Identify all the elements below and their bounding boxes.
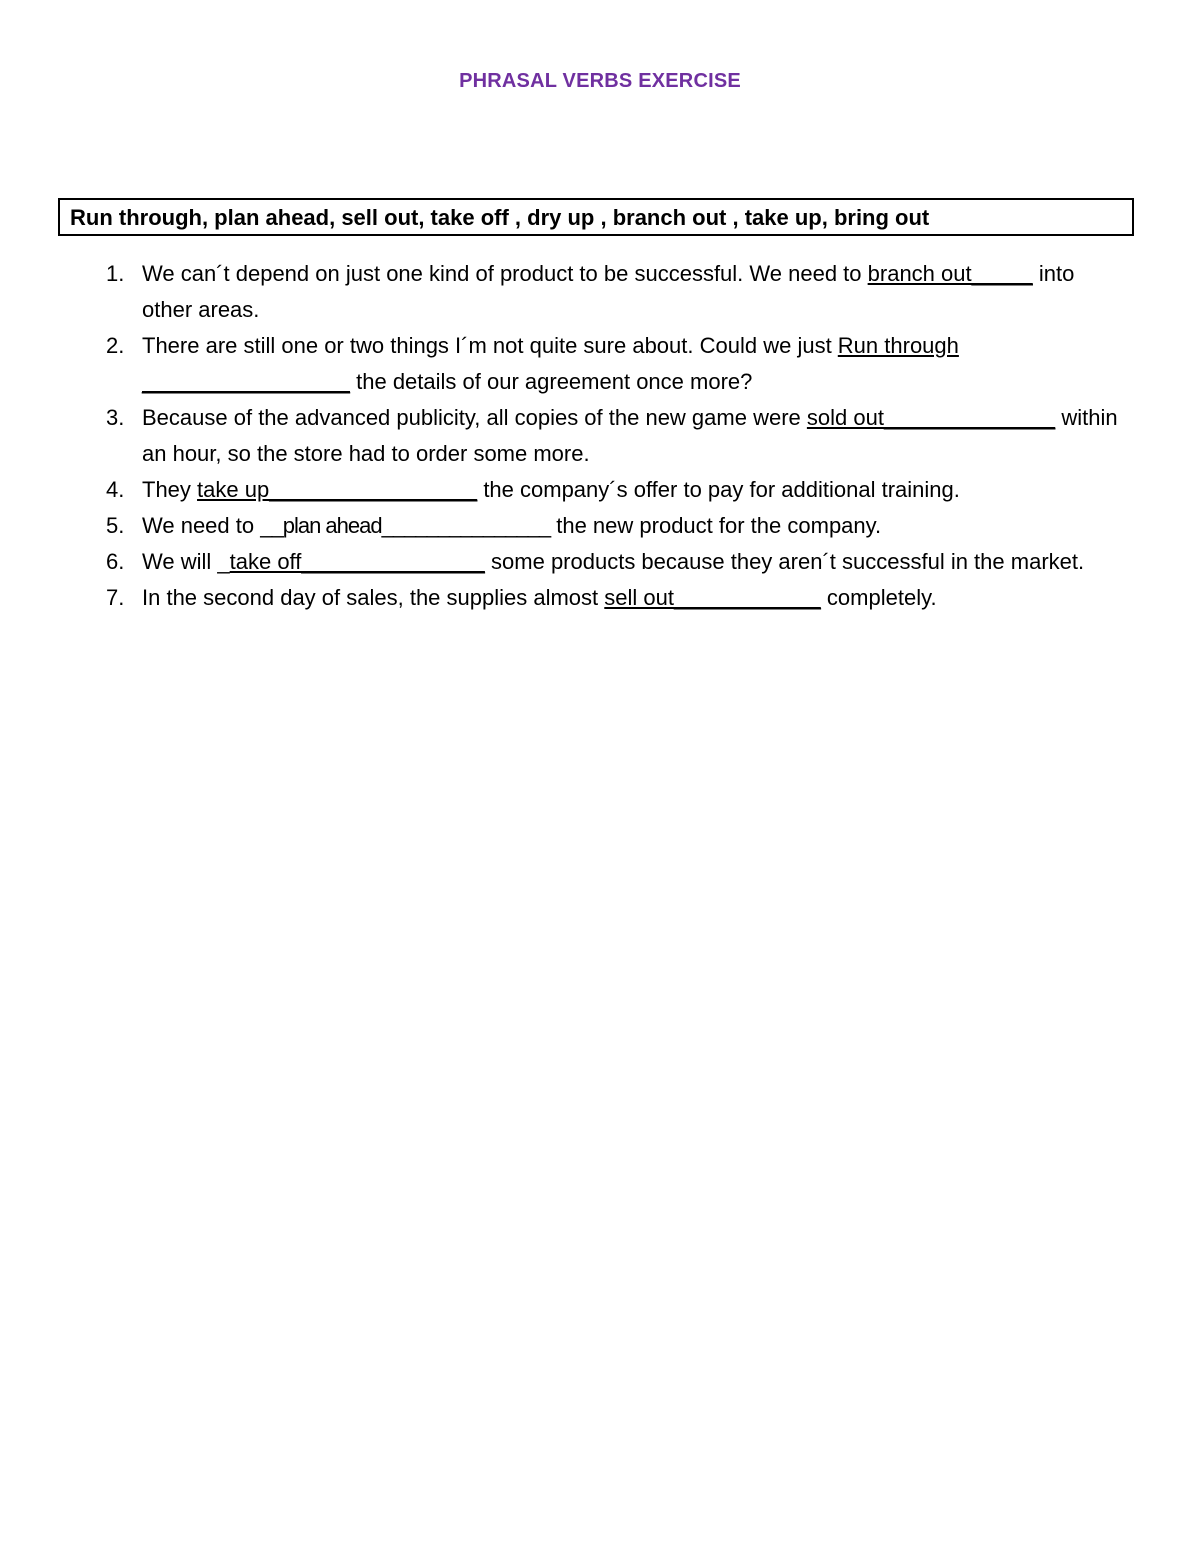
answer-blank[interactable]: sell out____________ (604, 585, 821, 610)
exercise-item-6 (100, 544, 1130, 580)
answer-blank[interactable]: sold out______________ (806, 405, 1056, 430)
answer-blank[interactable]: take off_______________ (229, 549, 485, 574)
item-number: 2. (106, 333, 125, 358)
exercise-item-1 (100, 256, 1130, 328)
item-number: 3. (106, 405, 125, 430)
sentence-text: the details of our agreement once more? (350, 369, 753, 394)
sentence-text: completely. (820, 585, 937, 610)
sentence-text: We can´t depend on just one kind of product to be successful. We need to (142, 261, 868, 286)
sentence-text: They (142, 477, 198, 502)
sentence-text: We need to (142, 513, 261, 538)
item-number: 7. (106, 585, 125, 610)
sentence-text: within an hour, so the store had to order some more. (142, 405, 1118, 466)
exercise-item-2 (100, 328, 1130, 400)
answer-blank[interactable]: Run through _________________ (142, 333, 959, 394)
sentence-text: into other areas. (142, 261, 1075, 322)
word-bank-box: Run through, plan ahead, sell out, take off , dry up , branch out , take up, bring out (58, 198, 1134, 236)
exercise-item-5 (100, 508, 1130, 544)
answer-blank[interactable]: branch out_____ (867, 261, 1033, 286)
exercise-item-4 (100, 472, 1130, 508)
sentence-text: some products because they aren´t successful in the market. (484, 549, 1085, 574)
sentence-text: In the second day of sales, the supplies almost (142, 585, 605, 610)
exercise-item-7 (100, 580, 1130, 616)
item-number: 5. (106, 513, 125, 538)
exercise-item-3 (100, 400, 1130, 472)
sentence-text: We will _ (142, 549, 230, 574)
sentence-text: Because of the advanced publicity, all copies of the new game were (142, 405, 807, 430)
answer-blank[interactable]: take up_________________ (197, 477, 478, 502)
item-number: 1. (106, 261, 125, 286)
answer-blank[interactable]: __plan ahead_______________ (260, 513, 551, 538)
sentence-text: the company´s offer to pay for additional training. (477, 477, 960, 502)
exercise-list (100, 256, 1130, 616)
item-number: 6. (106, 549, 125, 574)
sentence-text: the new product for the company. (550, 513, 882, 538)
item-number: 4. (106, 477, 125, 502)
page-title: PHRASAL VERBS EXERCISE (459, 70, 741, 92)
sentence-text: There are still one or two things I´m not quite sure about. Could we just (142, 333, 838, 358)
